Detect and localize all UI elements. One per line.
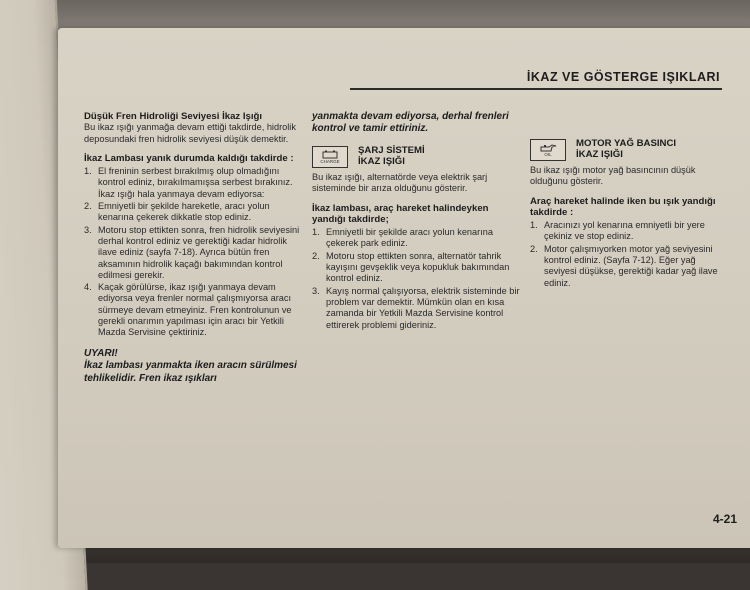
charge-subheading: İkaz lambası, araç hareket halindeyken yandığı takdirde; [312,202,489,225]
list-item: 1. Aracınızı yol kenarına emniyetli bir yere çekiniz ve stop ediniz. [530,220,705,242]
page-header-title: İKAZ VE GÖSTERGE IŞIKLARI [526,70,720,84]
oil-title-line2: İKAZ IŞIĞI [576,149,623,160]
section-intro: Bu ikaz ışığı yanmağa devam ettiği takdirde, hidrolik deposundaki fren hidrolik seviyesi düşük demektir. [84,122,296,144]
section-heading: Düşük Fren Hidroliği Seviyesi İkaz Işığı [84,111,263,122]
page-number: 4-21 [713,512,738,526]
warning-heading: UYARI! [84,347,118,359]
charge-title-line2: İKAZ IŞIĞI [358,156,405,167]
oil-title-line1: MOTOR YAĞ BASINCI [576,138,677,149]
battery-icon-label: CHARGE [320,159,340,164]
column-oil-pressure [530,138,722,290]
column-brake-fluid [84,111,306,385]
list-item: 4. Kaçak görülürse, ikaz ışığı yanmaya devam ediyorsa veya frenler normal çalışmıyorsa aracı sürmeye devam etmeyiniz. Fren kontrolunun ve gerekli onarımın yapılması için aracı bir Yetkili Mazda Servisine çektiriniz. [84,282,292,338]
oil-intro: Bu ikaz ışığı motor yağ basıncının düşük olduğunu gösterir. [530,165,696,187]
header-rule [350,88,722,90]
oil-subheading: Araç hareket halinde iken bu ışık yandığı takdirde : [530,195,716,218]
instruction-list [84,166,306,338]
list-item: 3. Kayış normal çalışıyorsa, elektrik sisteminde bir problem var demektir. Mümkün olan en kısa zamanda bir Yetkili Mazda Servisine kontrol ettirerek problemi gideriniz. [312,285,520,330]
list-item: 2. Motoru stop ettikten sonra, alternatör tahrik kayışını gevşeklik veya kopukluk bakımından kontrol ediniz. [312,250,510,284]
oil-warning-title-row [530,138,722,161]
list-item: 1. Emniyetli bir şekilde aracı yolun kenarına çekerek park ediniz. [312,227,493,249]
warning-text: İkaz lambası yanmakta iken aracın sürülmesi tehlikelidir. Fren ikaz ışıkları [84,359,297,384]
charge-intro: Bu ikaz ışığı, alternatörde veya elektrik şarj sisteminde bir arıza olduğunu gösterir. [312,172,488,194]
list-item: 2. Motor çalışmıyorken motor yağ seviyesini kontrol ediniz. (Sayfa 7-12). Eğer yağ seviyesi düşükse, gerektiği kadar yağ ilave ediniz. [530,243,718,288]
charge-warning-title-row [312,145,520,168]
oil-can-icon [530,139,566,161]
list-item: 2. Emniyetli bir şekilde hareketle, aracı yolun kenarına çekerek dikkatle stop ediniz. [84,201,270,223]
subheading: İkaz Lambası yanık durumda kaldığı takdirde : [84,152,294,164]
charge-title-line1: ŞARJ SİSTEMİ [358,145,425,156]
list-item: 1. El freninin serbest bırakılmış olup olmadığını kontrol ediniz, bırakılmamışsa serbest bırakınız. İkaz ışığı hala yanmaya devam ediyorsa: [84,166,293,199]
oil-instruction-list [530,220,722,289]
battery-icon [312,146,348,168]
charge-instruction-list [312,227,520,331]
list-item: 3. Motoru stop ettikten sonra, fren hidrolik seviyesini derhal kontrol ediniz ve gerektiği kadar hidrolik ilave ediniz (sayfa 7-18). Ayrıca bütün fren aksamının hidrolik kaçağı bakımından kontrol edilmesi gerekir. [84,224,300,280]
warning-continued: yanmakta devam ediyorsa, derhal frenleri kontrol ve tamir ettiriniz. [312,111,509,134]
column-charge-system [312,111,520,332]
oil-icon-label: OIL [544,152,552,157]
